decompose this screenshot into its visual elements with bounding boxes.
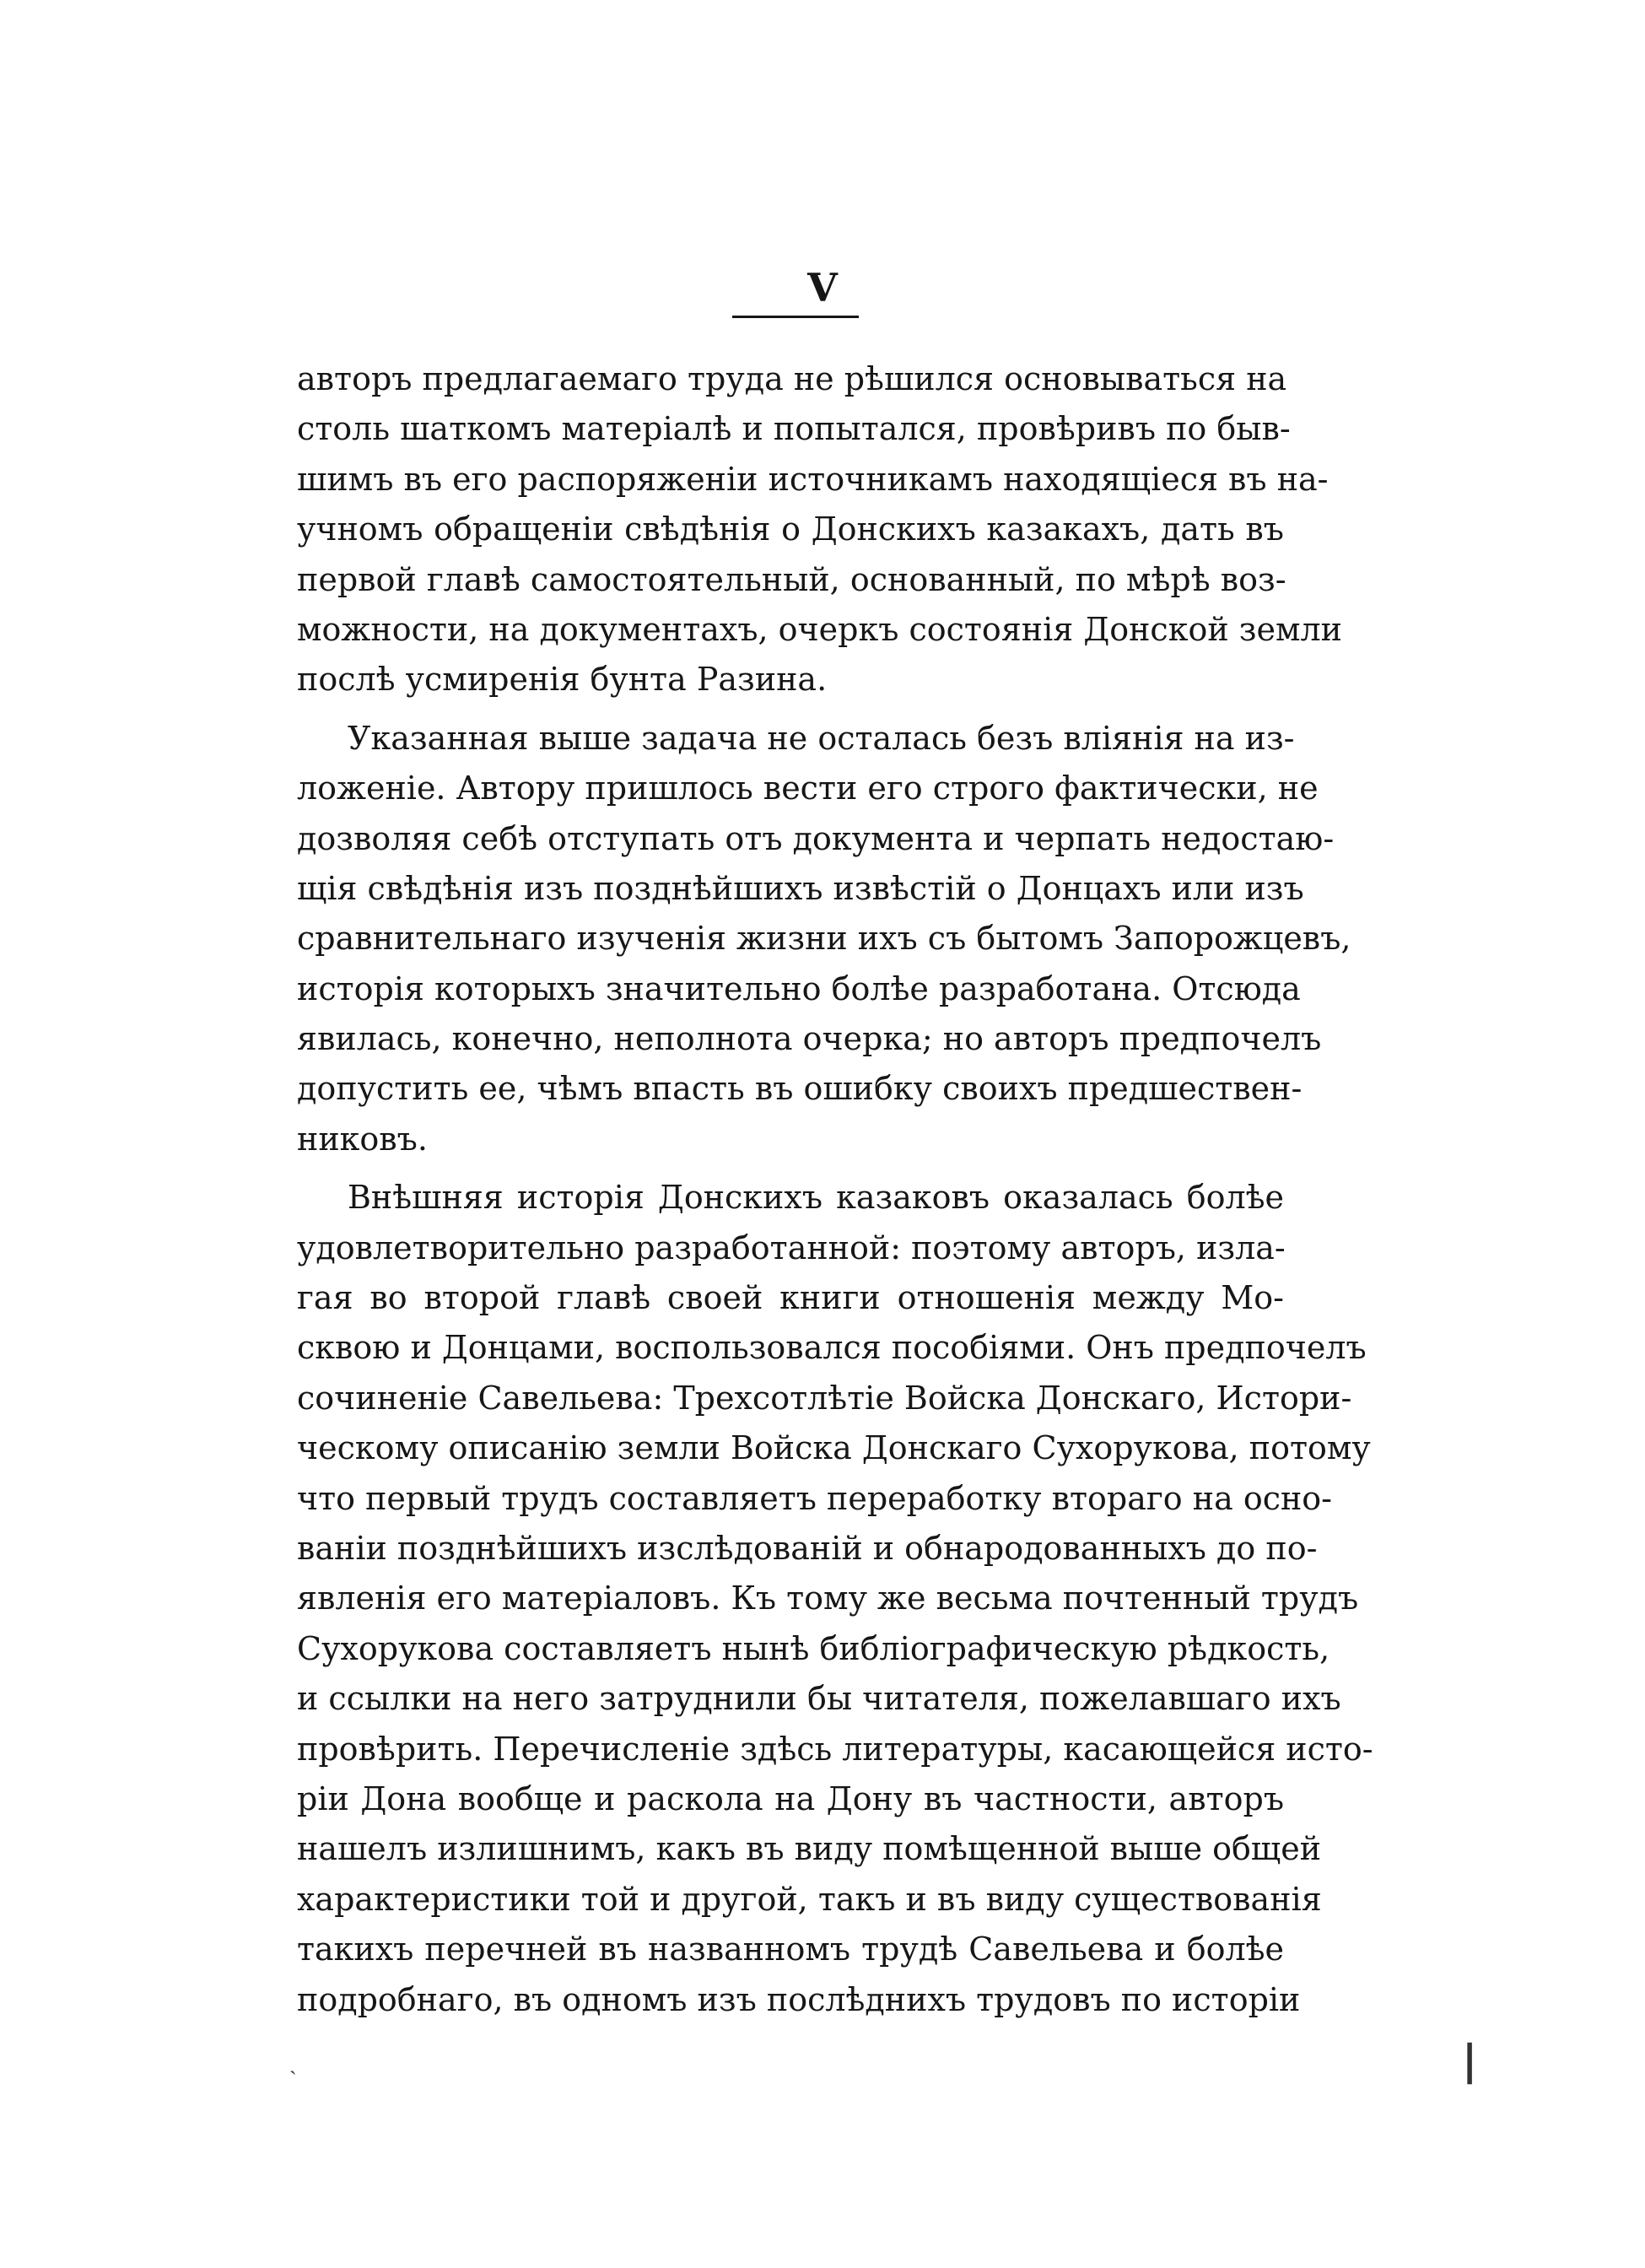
text-line: авторъ предлагаемаго труда не рѣшился основываться на — [297, 360, 1287, 397]
paragraph-2 — [297, 714, 1351, 1165]
text-line: Указанная выше задача не осталась безъ вліянія на из- — [348, 719, 1295, 757]
text-line: щія свѣдѣнія изъ позднѣйшихъ извѣстій о Донцахъ или изъ — [297, 869, 1304, 907]
paragraph-1 — [297, 354, 1342, 705]
text-line: сочиненіе Савельева: Трехсотлѣтіе Войска Донскаго, Истори- — [297, 1379, 1352, 1417]
text-line: гая во второй главѣ своей книги отношенія между Мо- — [297, 1279, 1284, 1317]
text-line: что первый трудъ составляетъ переработку втораго на осно- — [297, 1479, 1333, 1517]
text-line: исторія которыхъ значительно болѣе разработана. Отсюда — [297, 969, 1301, 1007]
text-line: можности, на документахъ, очеркъ состоянія Донской земли — [297, 610, 1342, 648]
paragraph-3 — [297, 1173, 1373, 2025]
paragraph-gap — [297, 705, 1284, 714]
text-line: характеристики той и другой, такъ и въ виду существованія — [297, 1880, 1322, 1918]
text-line: шимъ въ его распоряженіи источникамъ находящіеся въ на- — [297, 460, 1329, 498]
header-rule — [732, 316, 859, 318]
scan-speck: ❘ — [1453, 2037, 1487, 2084]
text-line: столь шаткомъ матеріалѣ и попытался, провѣривъ по быв- — [297, 410, 1291, 448]
text-line: подробнаго, въ одномъ изъ послѣднихъ трудовъ по исторіи — [297, 1980, 1301, 2018]
text-line: нашелъ излишнимъ, какъ въ виду помѣщенной выше общей — [297, 1830, 1322, 1868]
text-line: послѣ усмиренія бунта Разина. — [297, 661, 828, 699]
text-line: провѣрить. Перечисленіе здѣсь литературы, касающейся исто- — [297, 1730, 1373, 1768]
text-line: явленія его матеріаловъ. Къ тому же весьма почтенный трудъ — [297, 1580, 1359, 1617]
text-line: первой главѣ самостоятельный, основанный, по мѣрѣ воз- — [297, 560, 1286, 598]
body-text — [297, 354, 1373, 2025]
text-line: ческому описанію земли Войска Донскаго Сухорукова, потому — [297, 1429, 1371, 1467]
text-line: никовъ. — [297, 1120, 428, 1158]
text-line: сквою и Донцами, воспользовался пособіями. Онъ предпочелъ — [297, 1329, 1367, 1367]
text-line: дозволяя себѣ отступать отъ документа и черпать недостаю- — [297, 819, 1335, 857]
text-line: учномъ обращеніи свѣдѣнія о Донскихъ казакахъ, дать въ — [297, 510, 1284, 548]
text-line: ваніи позднѣйшихъ изслѣдованій и обнародованныхъ до по- — [297, 1529, 1318, 1567]
text-line: Внѣшняя исторія Донскихъ казаковъ оказалась болѣе — [348, 1179, 1284, 1217]
text-line: сравнительнаго изученія жизни ихъ съ бытомъ Запорожцевъ, — [297, 920, 1351, 958]
text-line: явилась, конечно, неполнота очерка; но авторъ предпочелъ — [297, 1020, 1322, 1058]
text-line: и ссылки на него затруднили бы читателя, пожелавшаго ихъ — [297, 1680, 1341, 1718]
scan-speck: ˎ — [289, 2050, 297, 2076]
text-line: Сухорукова составляетъ нынѣ библіографическую рѣдкость, — [297, 1629, 1330, 1667]
text-line: ріи Дона вообще и раскола на Дону въ частности, авторъ — [297, 1779, 1284, 1817]
text-line: ложеніе. Автору пришлось вести его строго фактически, не — [297, 770, 1319, 807]
text-line: удовлетворительно разработанной: поэтому авторъ, изла- — [297, 1228, 1286, 1266]
text-line: допустить ее, чѣмъ впасть въ ошибку своихъ предшествен- — [297, 1070, 1303, 1108]
page-number: V — [807, 265, 838, 310]
text-line: такихъ перечней въ названномъ трудѣ Савельева и болѣе — [297, 1930, 1284, 1968]
paragraph-gap — [297, 1164, 1284, 1173]
